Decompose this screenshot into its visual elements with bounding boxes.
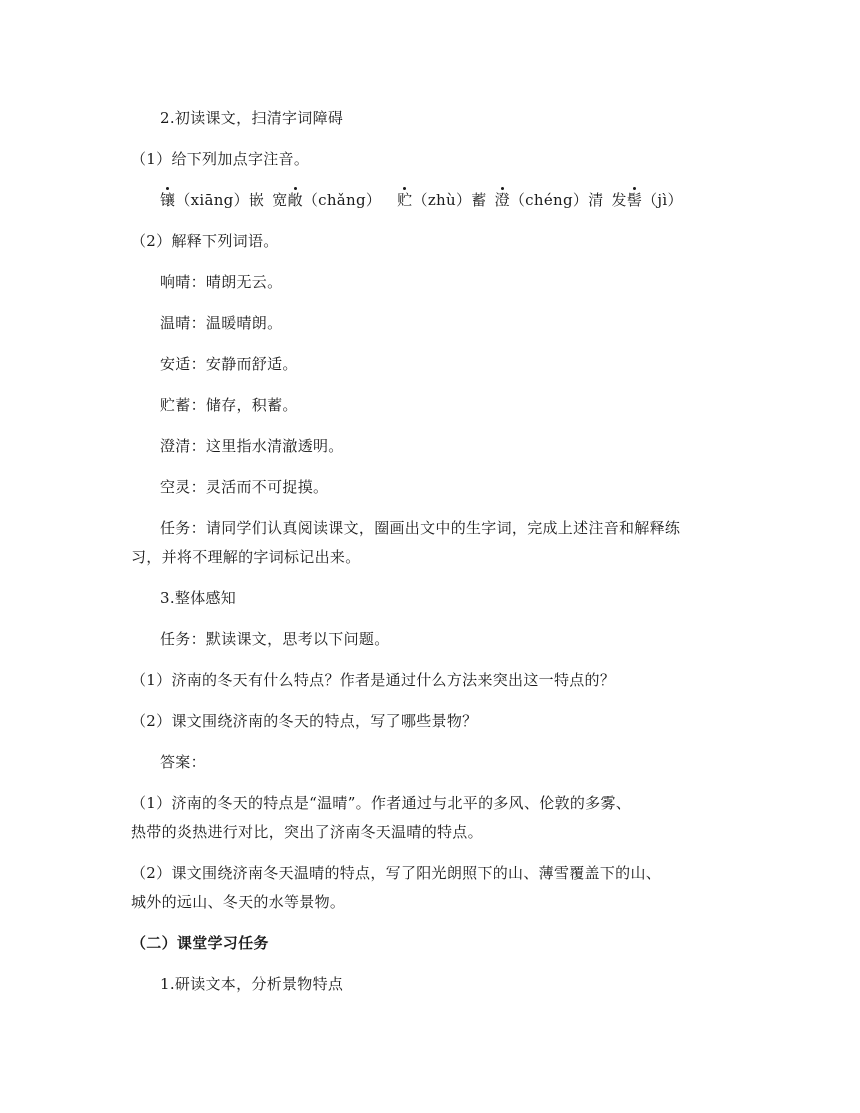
word-prefix: 发	[611, 191, 627, 209]
part-heading: （二）课堂学习任务	[131, 934, 269, 952]
question-item: （1）济南的冬天有什么特点？作者是通过什么方法来突出这一特点的？	[131, 671, 616, 689]
task-instruction-line: 习，并将不理解的字词标记出来。	[131, 548, 361, 566]
definition-item: 温晴：温暖晴朗。	[160, 314, 283, 332]
definition-item: 安适：安静而舒适。	[160, 355, 298, 373]
pinyin-reading: （chéng）	[509, 191, 589, 209]
pinyin-reading: （chǎng）	[302, 191, 382, 209]
definition-item: 空灵：灵活而不可捉摸。	[160, 478, 329, 496]
definition-item: 贮蓄：储存，积蓄。	[160, 396, 298, 414]
pinyin-reading: （zhù）	[412, 191, 472, 209]
definition-item: 响晴：晴朗无云。	[160, 273, 283, 291]
exercise-label: （1）给下列加点字注音。	[131, 150, 310, 168]
answer-text-line: （1）济南的冬天的特点是“温晴”。作者通过与北平的多风、伦敦的多雾、	[131, 794, 632, 812]
exercise-label: （2）解释下列词语。	[131, 232, 279, 250]
answer-text-line: 热带的炎热进行对比，突出了济南冬天温晴的特点。	[131, 823, 483, 841]
word-rest: 清	[588, 191, 604, 209]
word-rest: 蓄	[471, 191, 487, 209]
task-instruction-line: 任务：请同学们认真阅读课文，圈画出文中的生字词，完成上述注音和解释练	[160, 519, 681, 537]
pinyin-reading: （jì）	[642, 191, 683, 209]
definition-item: 澄清：这里指水清澈透明。	[160, 437, 344, 455]
section-heading: 1.研读文本，分析景物特点	[160, 975, 344, 993]
answer-text-line: 城外的远山、冬天的水等景物。	[131, 893, 346, 911]
section-heading: 3.整体感知	[160, 589, 237, 607]
word-prefix: 宽	[272, 191, 288, 209]
dotted-character: 澄	[494, 191, 510, 209]
dotted-character: 髻	[626, 191, 643, 209]
task-instruction: 任务：默读课文，思考以下问题。	[160, 630, 390, 648]
word-rest: 嵌	[248, 191, 265, 209]
pinyin-exercise-line	[160, 190, 683, 210]
dotted-character: 敞	[287, 191, 303, 209]
dotted-character: 镶	[160, 191, 176, 209]
question-item: （2）课文围绕济南的冬天的特点，写了哪些景物？	[131, 712, 478, 730]
answer-label: 答案：	[160, 753, 206, 771]
dotted-character: 贮	[397, 191, 413, 209]
section-heading: 2.初读课文，扫清字词障碍	[160, 109, 344, 127]
answer-text-line: （2）课文围绕济南冬天温晴的特点，写了阳光朗照下的山、薄雪覆盖下的山、	[131, 864, 662, 882]
pinyin-reading: （xiāng）	[175, 191, 249, 209]
